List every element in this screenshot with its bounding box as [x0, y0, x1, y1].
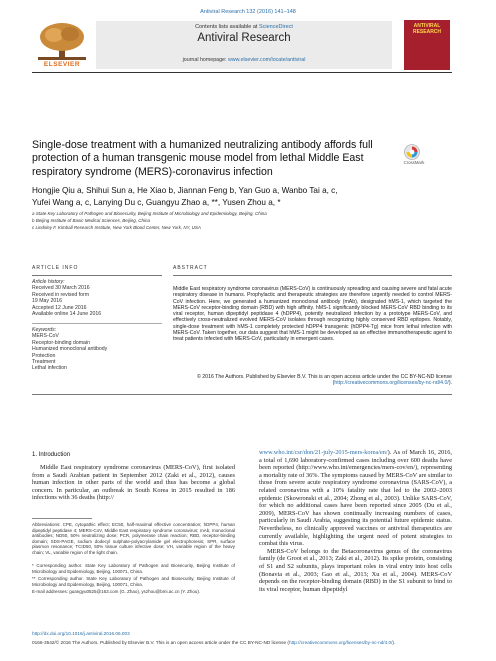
doi-url[interactable]: http://dx.doi.org/10.1016/j.antiviral.2016.06.003: [32, 631, 130, 636]
homepage-link[interactable]: www.elsevier.com/locate/antiviral: [227, 57, 306, 63]
info-divider: [32, 323, 162, 324]
info-rule: [32, 275, 162, 276]
corresponding-author-note: * Corresponding author. State Key Laboratory of Pathogen and Biosecurity, Beijing Institute of Microbiology and Epidemiology, Beijing, 100071, China.: [32, 563, 235, 574]
intro-heading: 1. Introduction: [32, 452, 71, 458]
corresponding-author-note: ** Corresponding author. State Key Laboratory of Pathogen and Biosecurity, Beijing Institute of Microbiology and Epidemiology, Beijing, 100071, China.: [32, 576, 235, 587]
copyright-end: ).: [448, 380, 452, 387]
journal-title: Antiviral Research: [197, 32, 291, 44]
authors-line: Yufei Wang a, c, Lanying Du c, Guangyu Zhao a, **, Yusen Zhou a, *: [32, 197, 281, 207]
copyright-text: © 2016 The Authors. Published by Elsevier B.V. This is an open access article under the CC BY-NC-ND license (: [197, 374, 452, 387]
email-footnote: E-mail addresses: guangyu0525@163.com (G. Zhao), yszhou@bmi.ac.cn (Y. Zhou).: [32, 589, 201, 594]
abstract-rule: [173, 275, 452, 276]
keyword: MERS-CoV: [32, 333, 59, 340]
keyword: Lethal infection: [32, 365, 67, 372]
abstract-text: Middle East respiratory syndrome coronavirus (MERS-CoV) is continuously spreading and causing severe and fatal acute respiratory disease in humans. Prophylactic and therapeutic strategies are therefore urgently needed to control MERS-CoV infection. Here, we generated a humanized monoclonal antibody (mAb), designated hMS-1, which targeted the MERS-CoV receptor-binding domain (RBD) with high affinity. hMS-1 significantly blocked MERS-CoV RBD binding to its viral receptor, human dipeptidyl peptidase 4 (hDPP4), potently neutralized infection by a prototype MERS-CoV, and effectively cross-neutralized evolved MERS-CoV isolates through recognizing highly conserved RBD epitopes. Notably, single-dose treatment with hMS-1 completely protected hDPP4 transgenic (hDPP4-Tg) mice from lethal infection with MERS-CoV. Taken together, our data suggest that hMS-1 might be developed as an effective immunotherapeutic agent to treat patients infected with MERS-CoV, particularly in emergent cases.: [173, 286, 452, 343]
header-rule: [32, 72, 452, 73]
footnote-rule: [32, 518, 92, 519]
keyword: Receptor-binding domain: [32, 339, 90, 346]
footer-license-text: 0166-3542/© 2016 The Authors. Published by Elsevier B.V. This is an open access article under the CC BY-NC-ND license (: [32, 640, 289, 645]
affiliation: a State Key Laboratory of Pathogen and Biosecurity, Beijing Institute of Microbiology and Epidemiology, Beijing, China: [32, 211, 267, 216]
contents-line: [96, 24, 392, 30]
crossmark-label: CrossMark: [403, 160, 425, 165]
footer-license-end: ).: [392, 640, 396, 645]
keyword: Humanized monoclonal antibody: [32, 346, 108, 353]
author-list: [32, 185, 452, 208]
elsevier-wordmark: ELSEVIER: [43, 61, 81, 68]
article-title: Single-dose treatment with a humanized neutralizing antibody affords full protection of a human transgenic mouse model from lethal Middle East respiratory syndrome (MERS)-coronavirus infection: [32, 139, 373, 178]
history-item: Available online 14 June 2016: [32, 311, 102, 318]
abstract-end-rule: [32, 394, 452, 395]
history-item: Received in revised form: [32, 291, 90, 298]
footer-license: [32, 640, 462, 645]
journal-homepage: [96, 57, 392, 63]
intro-paragraph: Middle East respiratory syndrome coronavirus (MERS-CoV), first isolated from a Saudi Arabian patient in September 2012 (Zaki et al., 2012), causes human infection in other parts of the world and thus has become a global concern. In particular, an outbreak in South Korea in 2015 resulted in 186 infections with 36 deaths (http://: [32, 464, 235, 502]
article-history: [32, 279, 162, 317]
journal-cover-title: ANTIVIRAL RESEARCH: [412, 23, 442, 35]
intro-left-column: [32, 464, 235, 502]
history-item: Accepted 12 June 2016: [32, 304, 87, 311]
crossmark-icon[interactable]: [404, 144, 420, 160]
keywords-label: Keywords:: [32, 327, 57, 333]
intro-paragraph: MERS-CoV belongs to the Betacoronavirus genus of the coronavirus family (de Groot et al., 2013; Zaki et al., 2012). Its spike protein, consisting of S1 and S2 subunits, plays important roles in viral entry into host cells (Bonavia et al., 2003; Gao et al., 2013; Xu et al., 2004). MERS-CoV depends on the receptor-binding domain (RBD) in the S1 subunit to bind to its viral receptor, human dipeptidyl: [259, 547, 452, 593]
history-label: Article history:: [32, 279, 65, 285]
keyword: Treatment: [32, 359, 56, 366]
footer-license-link[interactable]: http://creativecommons.org/licenses/by-nc-nd/4.0/: [288, 640, 393, 645]
who-korea-link[interactable]: www.who.int/csr/don/21-july-2015-mers-korea/en/: [259, 449, 388, 456]
intro-right-column: [259, 449, 452, 593]
abbreviations-footnote: Abbreviations: CPE, cytopathic effect; EC50, half-maximal effective concentration; hDPP4, human dipeptidyl peptidase 4; MERS-CoV, Middle East respiratory syndrome coronavirus; mAb, monoclonal antibodies; ND50, 50% neutralizing dose; PCR, polymerase chain reaction; RBD, receptor-binding domain; SDS-PAGE, sodium dodecyl sulphate-polyacrylamide gel electrophoresis; SPR, surface plasmon resonance; TCID50, 50% tissue culture infective dose; VH, variable region of the heavy chain; VL, variable region of the light chain.: [32, 522, 235, 555]
history-item: 19 May 2016: [32, 298, 62, 305]
keyword: Protection: [32, 352, 56, 359]
homepage-prefix: journal homepage:: [182, 57, 228, 63]
abstract-heading: ABSTRACT: [173, 265, 208, 271]
keywords-block: [32, 327, 162, 372]
article-info-heading: ARTICLE INFO: [32, 265, 79, 271]
contents-prefix: Contents lists available at: [195, 24, 259, 30]
intro-paragraph: [259, 449, 452, 548]
affiliation: c Lindsley F. Kimball Research Institute, New York Blood Center, New York, NY, USA: [32, 225, 201, 230]
affiliation: b Beijing Institute of Basic Medical Sciences, Beijing, China: [32, 218, 151, 223]
authors-line: Hongjie Qiu a, Shihui Sun a, He Xiao b, Jiannan Feng b, Yan Guo a, Wanbo Tai a, c,: [32, 186, 338, 195]
license-link[interactable]: http://creativecommons.org/licenses/by-nc-nd/4.0/: [334, 380, 449, 387]
sciencedirect-link[interactable]: ScienceDirect: [258, 24, 293, 30]
abstract-copyright: [173, 374, 452, 387]
doi-link[interactable]: [32, 631, 130, 636]
intro-text: ). As of March 16, 2016, a total of 1,690 laboratory-confirmed cases including over 600 deaths have been reported (http://www.who.int/emergencies/mers-cov/en/), representing a mortality rate of 36%. The symptoms caused by MERS-CoV are similar to those from severe acute respiratory syndrome coronavirus (SARS-CoV), a related coronavirus with a 10% fatality rate that led to the 2002–2003 epidemic (Skowronski et al., 2004; Zhong et al., 2003). Unlike SARS-CoV, for which no additional cases have been reported since 2005 (Du et al., 2009), MERS-CoV has shown continually increasing numbers of cases, particularly in Saudi Arabia, suggesting its potential future epidemic status. Nevertheless, no clinically approved vaccines or antiviral therapeutics are currently available, highlighting the urgent need of potent strategies to combat this virus.: [259, 449, 452, 548]
journal-reference[interactable]: Antiviral Research 132 (2016) 141–148: [200, 9, 296, 15]
history-item: Received 30 March 2016: [32, 285, 90, 292]
